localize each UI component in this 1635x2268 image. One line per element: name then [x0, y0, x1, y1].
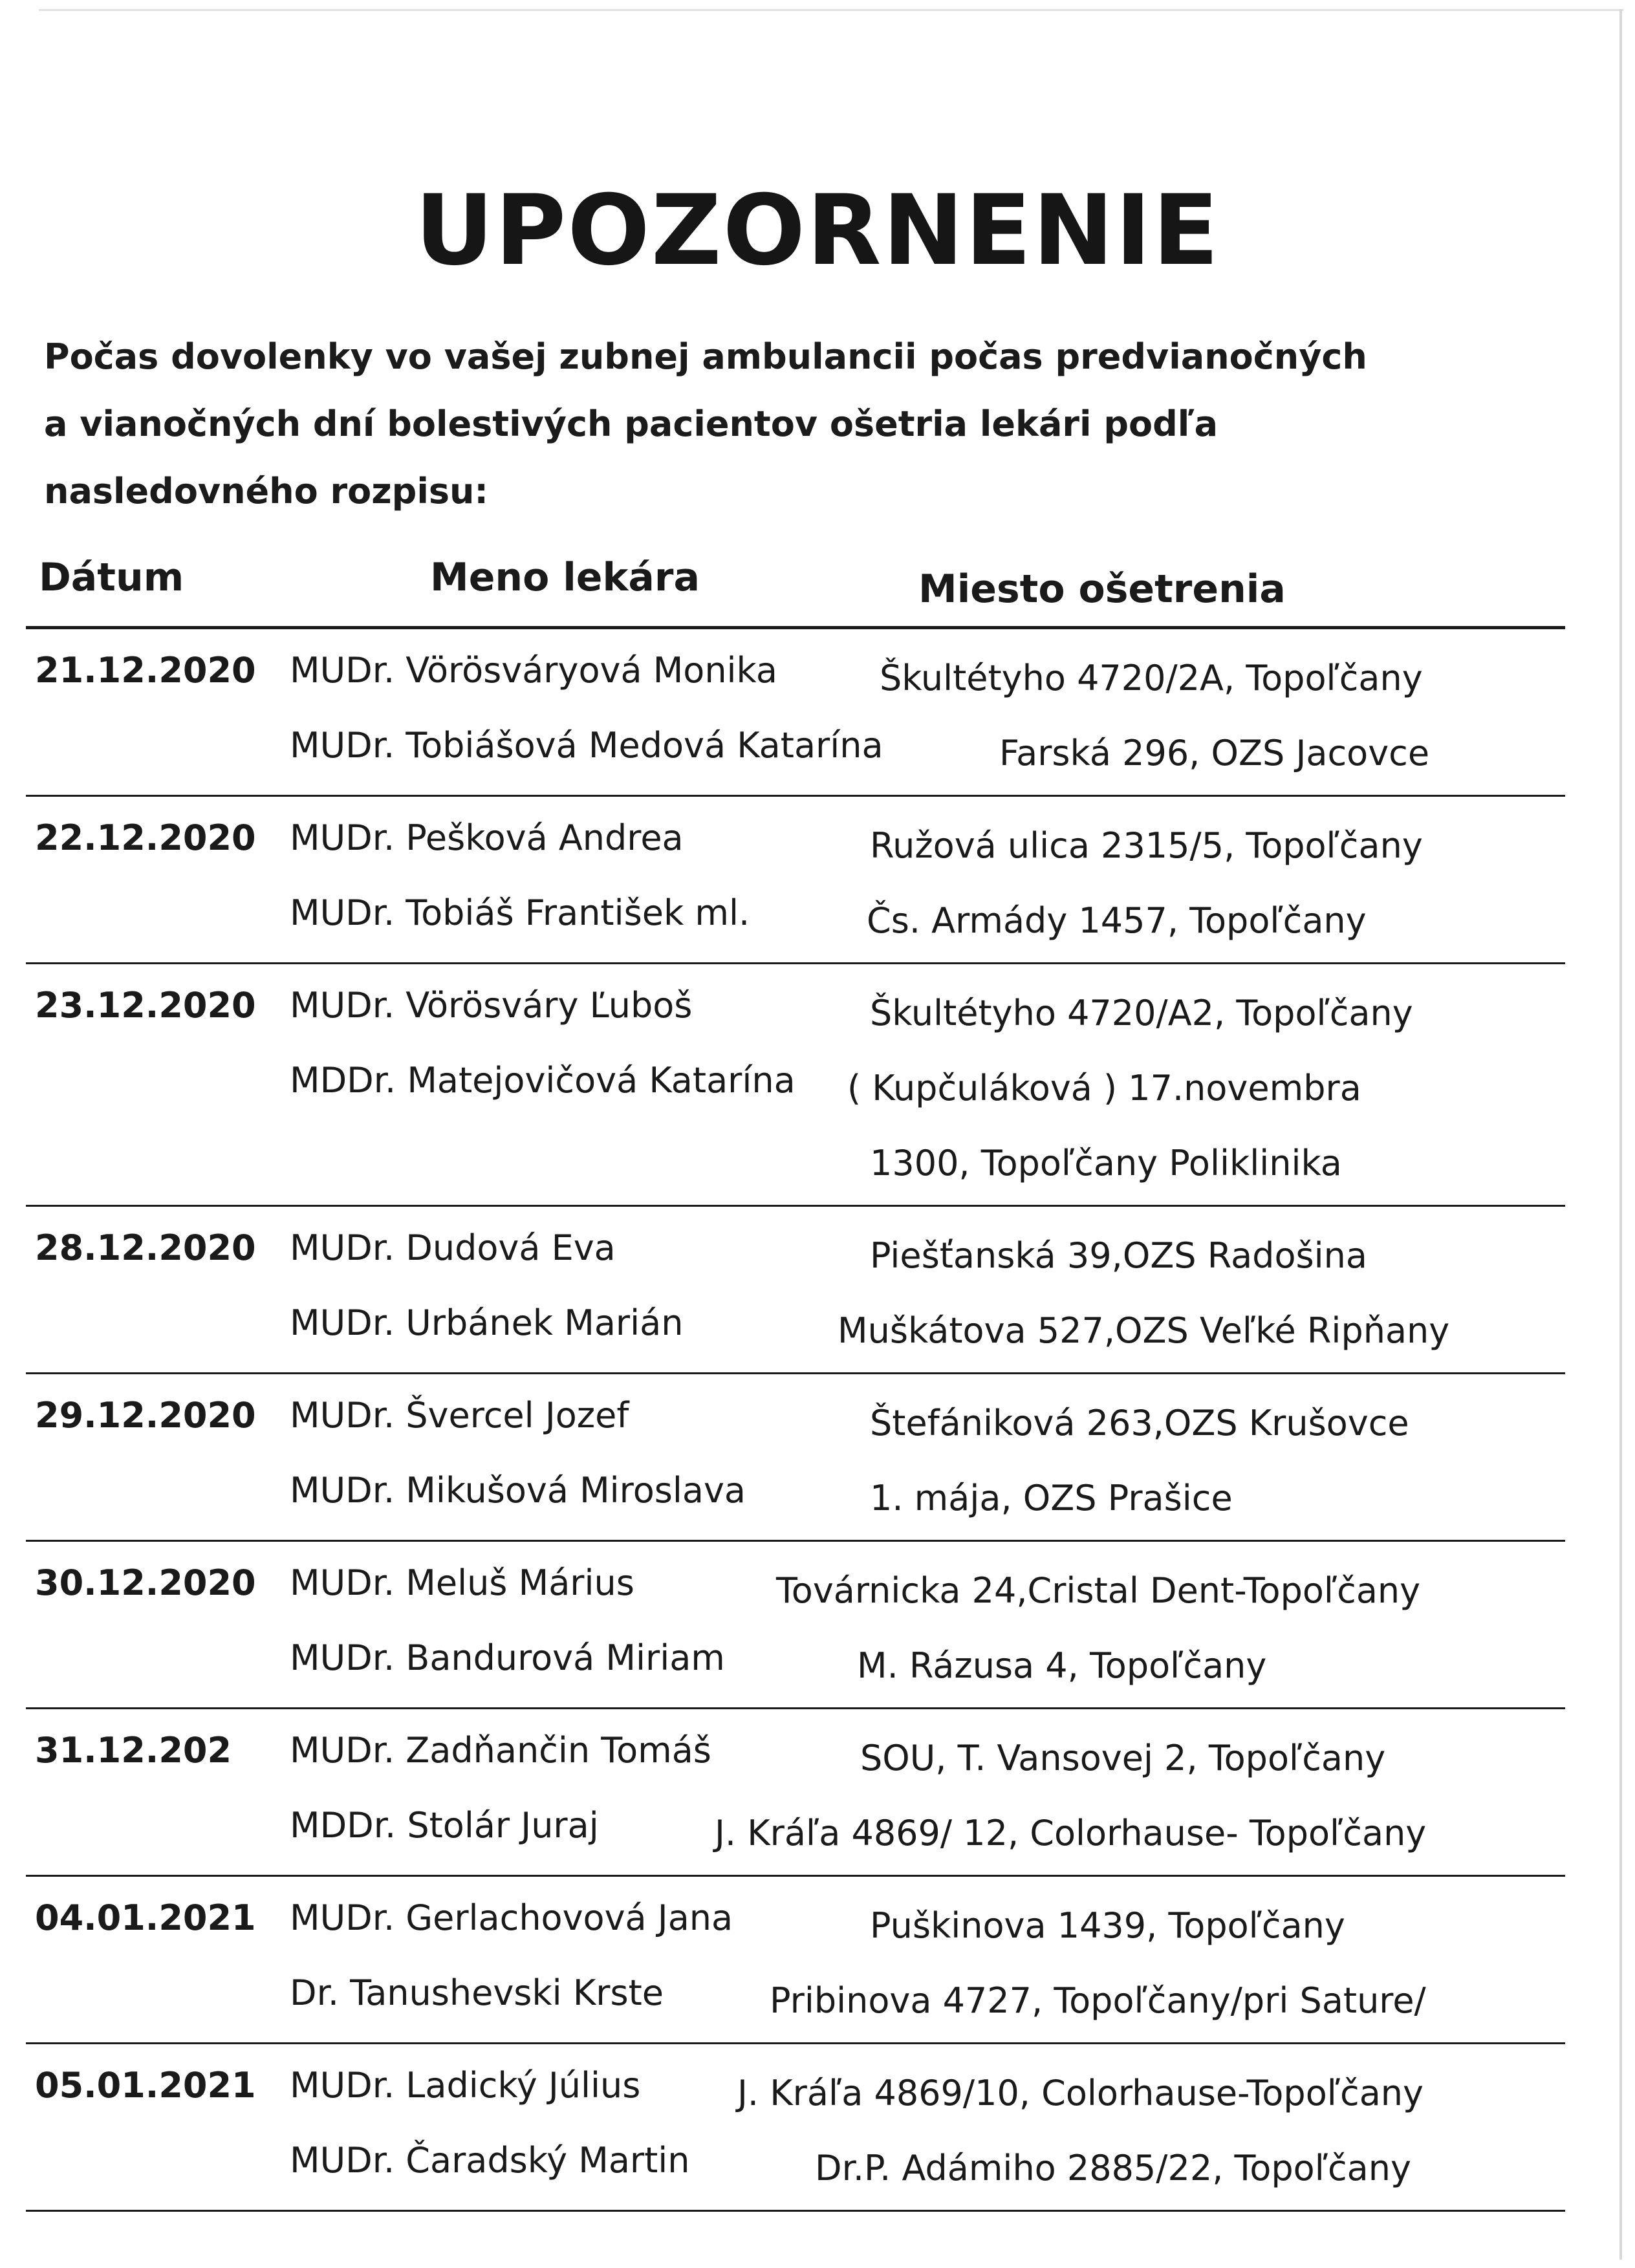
table-row [26, 964, 1565, 1207]
row-place: ( Kupčuláková ) 17.novembra [847, 1068, 1361, 1108]
schedule-table [26, 550, 1565, 2212]
row-line [26, 1548, 1565, 1623]
row-line [26, 1121, 1565, 1196]
row-place: Farská 296, OZS Jacovce [999, 733, 1430, 773]
row-date: 21.12.2020 [35, 650, 256, 691]
page-title: UPOZORNENIE [415, 175, 1220, 287]
row-date: 31.12.202 [35, 1730, 232, 1771]
table-body [26, 629, 1565, 2212]
header-place: Miesto ošetrenia [918, 567, 1286, 612]
row-line [26, 971, 1565, 1046]
row-place: 1300, Topoľčany Poliklinika [870, 1143, 1342, 1183]
row-place: Škultétyho 4720/2A, Topoľčany [880, 658, 1423, 698]
row-doctor: MUDr. Urbánek Marián [290, 1302, 684, 1343]
row-date: 04.01.2021 [35, 1897, 256, 1938]
table-row [26, 1877, 1565, 2044]
row-line [26, 1623, 1565, 1698]
row-place: Čs. Armády 1457, Topoľčany [867, 900, 1367, 941]
header-doctor: Meno lekára [430, 555, 700, 600]
row-place: SOU, T. Vansovej 2, Topoľčany [860, 1738, 1386, 1778]
row-doctor: MDDr. Stolár Juraj [290, 1805, 599, 1846]
row-doctor: MUDr. Mikušová Miroslava [290, 1470, 746, 1511]
row-line [26, 1456, 1565, 1531]
row-line [26, 878, 1565, 953]
row-place: Muškátova 527,OZS Veľké Ripňany [838, 1310, 1450, 1351]
row-line [26, 2126, 1565, 2201]
intro-line: a vianočných dní bolestivých pacientov ošetria lekári podľa [44, 404, 1218, 444]
row-line [26, 2051, 1565, 2126]
table-row [26, 1207, 1565, 1374]
row-place: Dr.P. Adámiho 2885/22, Topoľčany [815, 2148, 1411, 2188]
row-place: J. Kráľa 4869/10, Colorhause-Topoľčany [737, 2073, 1424, 2113]
header-date: Dátum [39, 555, 184, 600]
row-doctor: MUDr. Pešková Andrea [290, 817, 684, 858]
row-place: Ružová ulica 2315/5, Topoľčany [870, 825, 1423, 866]
row-line [26, 803, 1565, 878]
table-row [26, 629, 1565, 797]
row-doctor: Dr. Tanushevski Krste [290, 1972, 664, 2013]
row-doctor: MDDr. Matejovičová Katarína [290, 1060, 796, 1101]
row-place: J. Kráľa 4869/ 12, Colorhause- Topoľčany [715, 1813, 1427, 1853]
row-place: Továrnicka 24,Cristal Dent-Topoľčany [776, 1570, 1421, 1611]
row-doctor: MUDr. Ladický Július [290, 2065, 641, 2106]
intro-line: nasledovného rozpisu: [44, 471, 489, 512]
row-doctor: MUDr. Vörösváryová Monika [290, 650, 777, 691]
row-place: Škultétyho 4720/A2, Topoľčany [870, 993, 1413, 1033]
sheet-edge [39, 9, 1623, 11]
row-doctor: MUDr. Čaradský Martin [290, 2140, 690, 2181]
row-doctor: MUDr. Meluš Márius [290, 1562, 634, 1603]
row-place: Puškinova 1439, Topoľčany [870, 1905, 1345, 1946]
row-doctor: MUDr. Tobiášová Medová Katarína [290, 725, 883, 766]
row-line [26, 1883, 1565, 1958]
row-place: Piešťanská 39,OZS Radošina [870, 1235, 1367, 1276]
row-line [26, 1381, 1565, 1456]
intro-paragraph [44, 323, 1570, 525]
row-doctor: MUDr. Tobiáš František ml. [290, 892, 750, 933]
row-doctor: MUDr. Bandurová Miriam [290, 1637, 725, 1678]
row-place: Štefániková 263,OZS Krušovce [870, 1403, 1409, 1443]
row-doctor: MUDr. Švercel Jozef [290, 1395, 629, 1436]
row-line [26, 636, 1565, 711]
table-row [26, 797, 1565, 964]
row-line [26, 1288, 1565, 1363]
row-date: 05.01.2021 [35, 2065, 256, 2106]
row-doctor: MUDr. Vörösváry Ľuboš [290, 985, 693, 1026]
row-line [26, 1046, 1565, 1121]
table-row [26, 1542, 1565, 1709]
row-date: 29.12.2020 [35, 1395, 256, 1436]
row-date: 28.12.2020 [35, 1227, 256, 1268]
row-doctor: MUDr. Dudová Eva [290, 1227, 616, 1268]
row-date: 23.12.2020 [35, 985, 256, 1026]
row-place: Pribinova 4727, Topoľčany/pri Sature/ [770, 1980, 1426, 2021]
row-doctor: MUDr. Zadňančin Tomáš [290, 1730, 711, 1771]
row-line [26, 1958, 1565, 2033]
table-header [26, 550, 1565, 629]
intro-line: Počas dovolenky vo vašej zubnej ambulancii počas predvianočných [44, 336, 1367, 377]
row-line [26, 711, 1565, 786]
row-date: 22.12.2020 [35, 817, 256, 858]
row-doctor: MUDr. Gerlachovová Jana [290, 1897, 733, 1938]
row-date: 30.12.2020 [35, 1562, 256, 1603]
sheet-edge [1619, 9, 1622, 2260]
table-row [26, 1709, 1565, 1877]
row-place: 1. mája, OZS Prašice [870, 1478, 1233, 1518]
table-row [26, 2044, 1565, 2212]
row-line [26, 1213, 1565, 1288]
row-line [26, 1716, 1565, 1791]
table-row [26, 1374, 1565, 1542]
row-place: M. Rázusa 4, Topoľčany [857, 1645, 1267, 1686]
row-line [26, 1791, 1565, 1866]
